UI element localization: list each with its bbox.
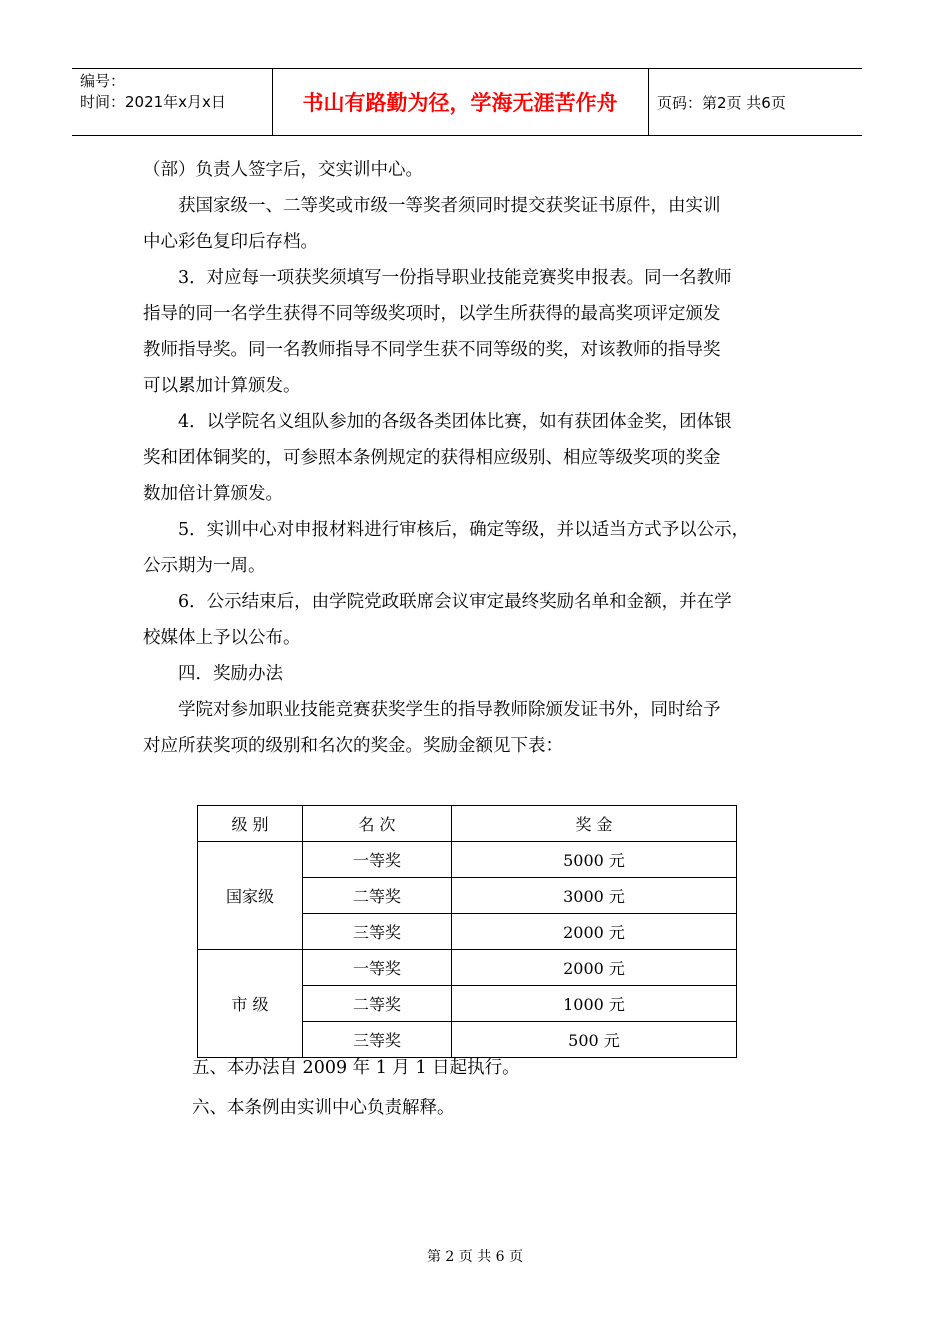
page-footer: 第 2 页 共 6 页 [426, 1249, 524, 1265]
paragraph-line: 指导的同一名学生获得不同等级奖项时，以学生所获得的最高奖项评定颁发 [143, 304, 721, 324]
level-cell: 国家级 [198, 842, 303, 950]
closing-line-5: 五、本办法自 2009 年 1 月 1 日起执行。 [192, 1058, 520, 1078]
level-cell: 市 级 [198, 950, 303, 1058]
table-header-row [198, 806, 737, 842]
paragraph-line: 获国家级一、二等奖或市级一等奖者须同时提交获奖证书原件，由实训 [178, 196, 721, 216]
amount-cell: 2000 元 [452, 950, 737, 986]
paragraph-line: 3．对应每一项获奖须填写一份指导职业技能竞赛奖申报表。同一名教师 [178, 268, 732, 288]
paragraph-line: 奖和团体铜奖的，可参照本条例规定的获得相应级别、相应等级奖项的奖金 [143, 448, 721, 468]
amount-cell: 5000 元 [452, 842, 737, 878]
serial-label: 编号： [80, 72, 126, 90]
header-meta [80, 71, 226, 113]
time-label: 时间：2021年x月x日 [80, 93, 226, 111]
section-heading: 四．奖励办法 [178, 664, 283, 684]
paragraph-line: 学院对参加职业技能竞赛获奖学生的指导教师除颁发证书外，同时给予 [178, 700, 721, 720]
paragraph-line: 5．实训中心对申报材料进行审核后，确定等级，并以适当方式予以公示， [178, 520, 750, 540]
amount-cell: 500 元 [452, 1022, 737, 1058]
paragraph-line: 可以累加计算颁发。 [143, 376, 301, 396]
rank-cell: 二等奖 [303, 878, 452, 914]
amount-cell: 3000 元 [452, 878, 737, 914]
amount-cell: 2000 元 [452, 914, 737, 950]
paragraph-line: 中心彩色复印后存档。 [143, 232, 318, 252]
award-table [197, 805, 737, 1058]
header-divider-right [648, 69, 649, 135]
rank-cell: 一等奖 [303, 842, 452, 878]
paragraph-line: 数加倍计算颁发。 [143, 484, 283, 504]
amount-cell: 1000 元 [452, 986, 737, 1022]
header-rank: 名 次 [303, 806, 452, 842]
table-row [198, 950, 737, 986]
rank-cell: 二等奖 [303, 986, 452, 1022]
header-amount: 奖 金 [452, 806, 737, 842]
table-row [198, 842, 737, 878]
header-motto: 书山有路勤为径，学海无涯苦作舟 [302, 91, 618, 115]
paragraph-line: 公示期为一周。 [143, 556, 266, 576]
paragraph-line: 教师指导奖。同一名教师指导不同学生获不同等级的奖，对该教师的指导奖 [143, 340, 721, 360]
rank-cell: 三等奖 [303, 914, 452, 950]
header-level: 级 别 [198, 806, 303, 842]
rank-cell: 三等奖 [303, 1022, 452, 1058]
paragraph-line: 对应所获奖项的级别和名次的奖金。奖励金额见下表： [143, 736, 563, 756]
header-page-label: 页码：第2页 共6页 [657, 93, 786, 112]
closing-line-6: 六、本条例由实训中心负责解释。 [192, 1098, 455, 1118]
rank-cell: 一等奖 [303, 950, 452, 986]
paragraph-line: 校媒体上予以公布。 [143, 628, 301, 648]
page-header [72, 68, 862, 136]
paragraph-line: 4．以学院名义组队参加的各级各类团体比赛，如有获团体金奖，团体银 [178, 412, 732, 432]
paragraph-line: （部）负责人签字后，交实训中心。 [143, 160, 423, 180]
document-body [143, 152, 803, 764]
paragraph-line: 6．公示结束后，由学院党政联席会议审定最终奖励名单和金额，并在学 [178, 592, 732, 612]
